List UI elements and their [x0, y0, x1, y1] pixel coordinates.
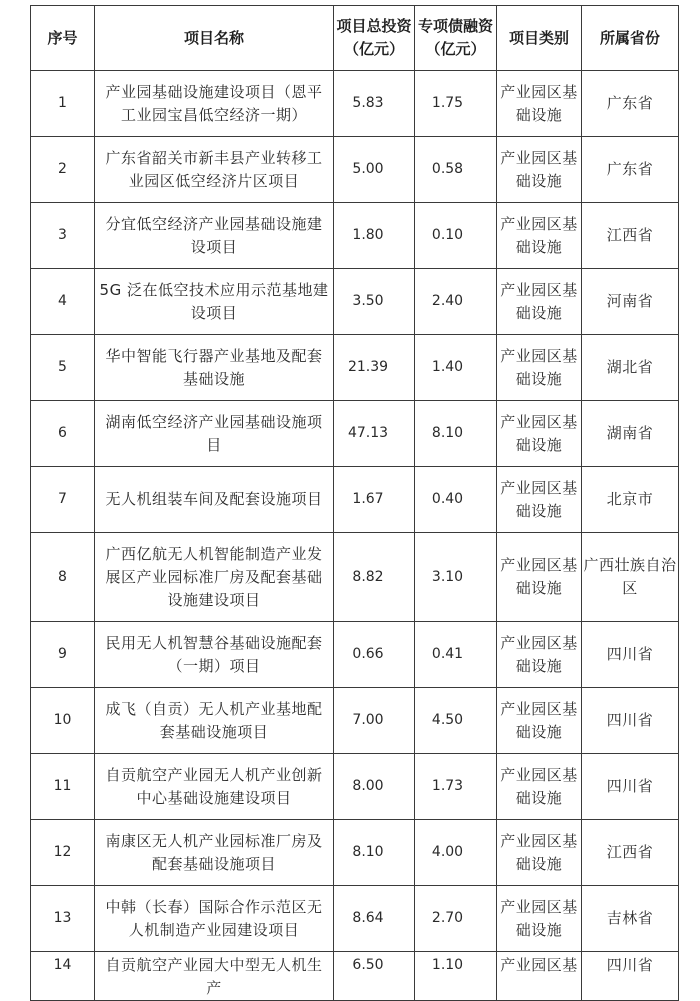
cell-special-bond: 1.73 — [415, 754, 497, 820]
cell-category: 产业园区基础设施 — [497, 886, 582, 952]
cell-special-bond: 2.40 — [415, 269, 497, 335]
cell-total-investment: 47.13 — [334, 401, 415, 467]
cell-total-investment: 1.80 — [334, 203, 415, 269]
cell-category: 产业园区基础设施 — [497, 137, 582, 203]
cell-total-investment: 8.00 — [334, 754, 415, 820]
investment-projects-table — [30, 5, 679, 1001]
header-index: 序号 — [31, 6, 95, 71]
header-project-name: 项目名称 — [95, 6, 334, 71]
cell-total-investment: 0.66 — [334, 622, 415, 688]
cell-index: 9 — [31, 622, 95, 688]
cell-province: 江西省 — [582, 203, 679, 269]
cell-project-name: 5G 泛在低空技术应用示范基地建设项目 — [95, 269, 334, 335]
header-bond-line1: 专项债融资 — [417, 17, 493, 35]
cell-province: 河南省 — [582, 269, 679, 335]
header-bond-line2: （亿元） — [425, 40, 486, 58]
cell-project-name: 广西亿航无人机智能制造产业发展区产业园标准厂房及配套基础设施建设项目 — [95, 533, 334, 622]
table-row — [31, 269, 679, 335]
cell-total-investment: 8.10 — [334, 820, 415, 886]
cell-special-bond: 0.58 — [415, 137, 497, 203]
header-total-investment — [334, 6, 415, 71]
cell-category: 产业园区基础设施 — [497, 203, 582, 269]
cell-index: 7 — [31, 467, 95, 533]
cell-index: 13 — [31, 886, 95, 952]
header-row — [31, 6, 679, 71]
cell-index: 2 — [31, 137, 95, 203]
table-row — [31, 622, 679, 688]
cell-project-name: 南康区无人机产业园标准厂房及配套基础设施项目 — [95, 820, 334, 886]
cell-index: 10 — [31, 688, 95, 754]
cell-province: 广西壮族自治区 — [582, 533, 679, 622]
cell-index: 5 — [31, 335, 95, 401]
cell-special-bond: 8.10 — [415, 401, 497, 467]
header-total-line2: （亿元） — [343, 40, 404, 58]
cell-index: 3 — [31, 203, 95, 269]
cell-category: 产业园区基础设施 — [497, 622, 582, 688]
cell-project-name: 成飞（自贡）无人机产业基地配套基础设施项目 — [95, 688, 334, 754]
cell-category: 产业园区基础设施 — [497, 820, 582, 886]
table-row — [31, 754, 679, 820]
cell-index: 12 — [31, 820, 95, 886]
cell-index: 1 — [31, 71, 95, 137]
cell-project-name: 民用无人机智慧谷基础设施配套（一期）项目 — [95, 622, 334, 688]
header-province: 所属省份 — [582, 6, 679, 71]
table-header — [31, 6, 679, 71]
cell-total-investment: 21.39 — [334, 335, 415, 401]
cell-total-investment: 5.00 — [334, 137, 415, 203]
table-row — [31, 203, 679, 269]
cell-index: 6 — [31, 401, 95, 467]
cell-special-bond: 4.00 — [415, 820, 497, 886]
cell-index: 11 — [31, 754, 95, 820]
cell-total-investment: 1.67 — [334, 467, 415, 533]
cell-province: 广东省 — [582, 137, 679, 203]
cell-category: 产业园区基础设施 — [497, 335, 582, 401]
cell-project-name: 广东省韶关市新丰县产业转移工业园区低空经济片区项目 — [95, 137, 334, 203]
cell-province: 四川省 — [582, 754, 679, 820]
cell-index: 14 — [31, 952, 95, 1001]
cell-special-bond: 0.10 — [415, 203, 497, 269]
table-row — [31, 533, 679, 622]
investment-table-container — [30, 5, 678, 1001]
header-total-line1: 项目总投资 — [336, 17, 412, 35]
cell-project-name: 湖南低空经济产业园基础设施项目 — [95, 401, 334, 467]
table-row — [31, 401, 679, 467]
header-project-category: 项目类别 — [497, 6, 582, 71]
cell-province: 四川省 — [582, 952, 679, 1001]
table-row — [31, 467, 679, 533]
cell-category: 产业园区基 — [497, 952, 582, 1001]
cell-category: 产业园区基础设施 — [497, 533, 582, 622]
table-row — [31, 886, 679, 952]
cell-project-name: 中韩（长春）国际合作示范区无人机制造产业园建设项目 — [95, 886, 334, 952]
header-special-bond — [415, 6, 497, 71]
cell-project-name: 产业园基础设施建设项目（恩平工业园宝昌低空经济一期） — [95, 71, 334, 137]
cell-province: 吉林省 — [582, 886, 679, 952]
cell-index: 4 — [31, 269, 95, 335]
cell-category: 产业园区基础设施 — [497, 688, 582, 754]
cell-special-bond: 3.10 — [415, 533, 497, 622]
cell-category: 产业园区基础设施 — [497, 269, 582, 335]
table-row — [31, 952, 679, 1001]
cell-category: 产业园区基础设施 — [497, 754, 582, 820]
cell-special-bond: 0.40 — [415, 467, 497, 533]
cell-province: 北京市 — [582, 467, 679, 533]
table-row — [31, 688, 679, 754]
cell-project-name: 自贡航空产业园大中型无人机生产 — [95, 952, 334, 1001]
cell-project-name: 分宜低空经济产业园基础设施建设项目 — [95, 203, 334, 269]
cell-special-bond: 1.75 — [415, 71, 497, 137]
cell-category: 产业园区基础设施 — [497, 71, 582, 137]
table-row — [31, 137, 679, 203]
cell-special-bond: 0.41 — [415, 622, 497, 688]
cell-province: 四川省 — [582, 622, 679, 688]
cell-project-name: 自贡航空产业园无人机产业创新中心基础设施建设项目 — [95, 754, 334, 820]
cell-special-bond: 2.70 — [415, 886, 497, 952]
cell-province: 广东省 — [582, 71, 679, 137]
cell-category: 产业园区基础设施 — [497, 401, 582, 467]
cell-total-investment: 8.82 — [334, 533, 415, 622]
cell-province: 湖南省 — [582, 401, 679, 467]
table-body — [31, 71, 679, 1001]
cell-project-name: 无人机组装车间及配套设施项目 — [95, 467, 334, 533]
cell-province: 湖北省 — [582, 335, 679, 401]
table-row — [31, 335, 679, 401]
cell-project-name: 华中智能飞行器产业基地及配套基础设施 — [95, 335, 334, 401]
cell-province: 四川省 — [582, 688, 679, 754]
cell-special-bond: 1.10 — [415, 952, 497, 1001]
cell-total-investment: 5.83 — [334, 71, 415, 137]
cell-total-investment: 3.50 — [334, 269, 415, 335]
cell-index: 8 — [31, 533, 95, 622]
table-row — [31, 820, 679, 886]
table-row — [31, 71, 679, 137]
cell-total-investment: 7.00 — [334, 688, 415, 754]
cell-category: 产业园区基础设施 — [497, 467, 582, 533]
cell-special-bond: 4.50 — [415, 688, 497, 754]
cell-total-investment: 8.64 — [334, 886, 415, 952]
cell-total-investment: 6.50 — [334, 952, 415, 1001]
cell-special-bond: 1.40 — [415, 335, 497, 401]
cell-province: 江西省 — [582, 820, 679, 886]
